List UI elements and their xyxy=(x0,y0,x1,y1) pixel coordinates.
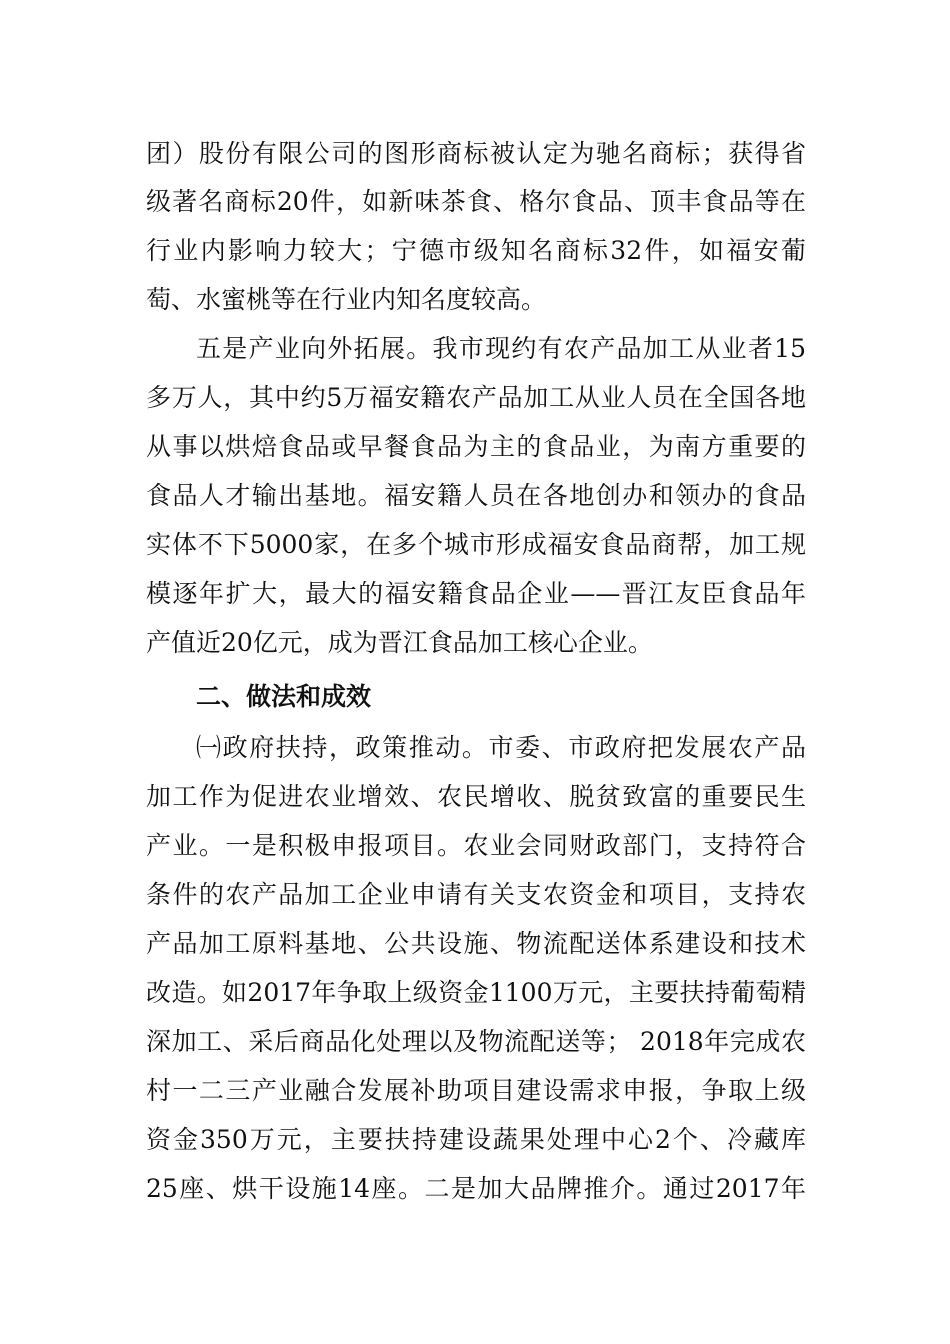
body-text-line: 加工作为促进农业增效、农民增收、脱贫致富的重要民生 xyxy=(146,782,806,811)
body-text-line: 条件的农产品加工企业申请有关支农资金和项目，支持农 xyxy=(146,880,806,909)
body-text-line: 改造。如2017年争取上级资金1100万元，主要扶持葡萄精 xyxy=(146,978,806,1007)
body-text-line: 深加工、采后商品化处理以及物流配送等； 2018年完成农 xyxy=(146,1027,806,1056)
body-text-line: 产业。一是积极申报项目。农业会同财政部门，支持符合 xyxy=(146,831,806,860)
body-text-line: 实体不下5000家，在多个城市形成福安食品商帮，加工规 xyxy=(146,530,806,559)
body-text-line: 行业内影响力较大；宁德市级知名商标32件，如福安葡 xyxy=(146,236,806,265)
body-text-line: 级著名商标20件，如新味茶食、格尔食品、顶丰食品等在 xyxy=(146,187,806,216)
paragraph-first-line: 五是产业向外拓展。我市现约有农产品加工从业者15 xyxy=(196,334,806,363)
body-text-line: 资金350万元，主要扶持建设蔬果处理中心2个、冷藏库 xyxy=(146,1125,806,1154)
body-text-line: 食品人才输出基地。福安籍人员在各地创办和领办的食品 xyxy=(146,481,806,510)
body-text-line: 萄、水蜜桃等在行业内知名度较高。 xyxy=(146,285,547,314)
section-heading: 二、做法和成效 xyxy=(196,682,372,711)
body-text-line: 25座、烘干设施14座。二是加大品牌推介。通过2017年 xyxy=(146,1174,806,1203)
paragraph-first-line: ㈠政府扶持，政策推动。市委、市政府把发展农产品 xyxy=(196,733,806,762)
body-text-line: 产品加工原料基地、公共设施、物流配送体系建设和技术 xyxy=(146,929,806,958)
body-text-line: 模逐年扩大，最大的福安籍食品企业——晋江友臣食品年 xyxy=(146,579,806,608)
body-text-line: 产值近20亿元，成为晋江食品加工核心企业。 xyxy=(146,628,653,657)
body-text-line: 团）股份有限公司的图形商标被认定为驰名商标；获得省 xyxy=(146,139,806,168)
body-text-line: 村一二三产业融合发展补助项目建设需求申报，争取上级 xyxy=(146,1076,806,1105)
body-text-line: 从事以烘焙食品或早餐食品为主的食品业，为南方重要的 xyxy=(146,432,806,461)
body-text-line: 多万人，其中约5万福安籍农产品加工从业人员在全国各地 xyxy=(146,383,806,412)
